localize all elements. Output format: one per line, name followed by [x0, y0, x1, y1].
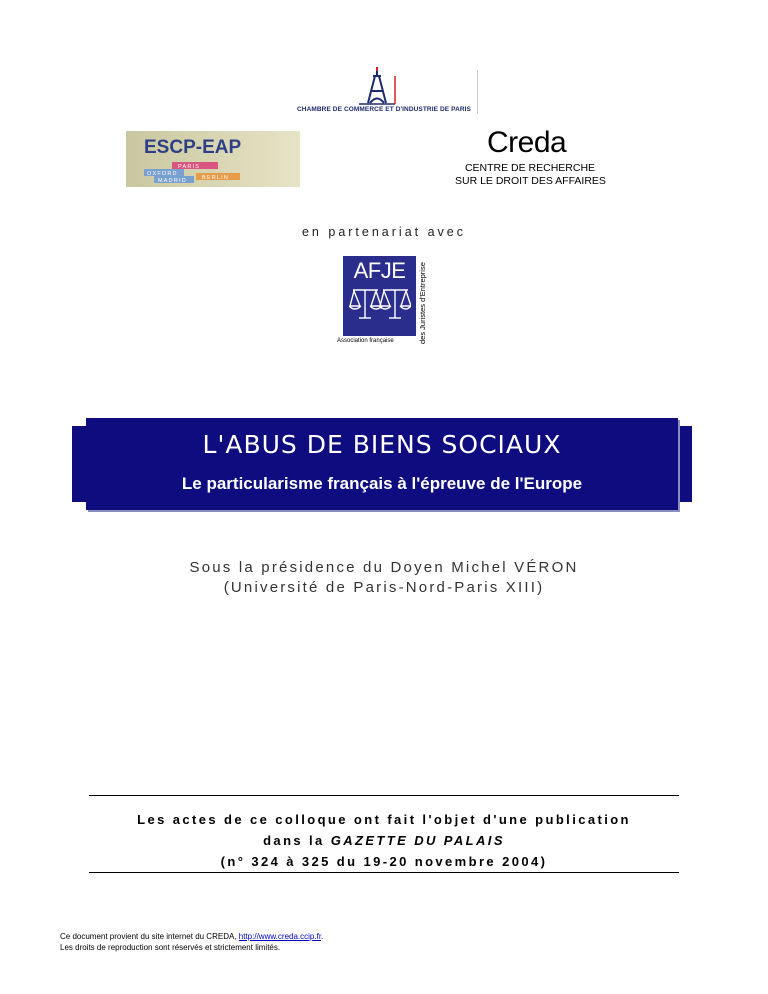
journal-name: GAZETTE DU PALAIS [330, 833, 505, 848]
escp-city-oxford: OXFORD [147, 171, 178, 177]
partnership-label: en partenariat avec [301, 225, 466, 239]
creda-website-link[interactable]: http://www.creda.ccip.fr [238, 932, 322, 941]
publication-line-1: Les actes de ce colloque ont fait l'objet d'une publication [137, 812, 631, 827]
creda-line-2: SUR LE DROIT DES AFFAIRES [455, 175, 606, 187]
page-subtitle: Le particularisme français à l'épreuve de l'Europe [181, 474, 583, 493]
title-band-panel [86, 418, 678, 510]
afje-side-caption [417, 256, 427, 346]
escp-city-paris: PARIS [178, 164, 201, 170]
publication-prefix: dans la [263, 833, 325, 848]
afje-bottom-caption: Association française [337, 338, 394, 344]
title-band-right-tab [676, 426, 692, 502]
page-title: L'ABUS DE BIENS SOCIAUX [202, 430, 562, 459]
presidency-line-1: Sous la présidence du Doyen Michel VÉRON [189, 559, 579, 576]
title-banner [72, 418, 692, 514]
footer-line-2: Les droits de reproduction sont réservés et strictement limités. [60, 943, 281, 952]
publication-notice [0, 809, 768, 872]
publication-line-3: (n° 324 à 325 du 19-20 novembre 2004) [220, 854, 548, 869]
creda-logo [455, 128, 605, 190]
scales-of-justice-icon [349, 288, 411, 330]
afje-logo [337, 256, 427, 348]
presidency-line-2: (Université de Paris-Nord-Paris XIII) [223, 579, 545, 596]
bottom-divider [89, 872, 679, 873]
footer-suffix: . [321, 932, 324, 941]
top-divider [89, 795, 679, 796]
escp-city-berlin: BERLIN [202, 175, 230, 181]
afje-side-text: des Juristes d'Entreprise [418, 262, 427, 344]
escp-eap-logo [126, 131, 300, 187]
ccip-caption: CHAMBRE DE COMMERCE ET D'INDUSTRIE DE PARIS [296, 106, 471, 113]
escp-name: ESCP-EAP [144, 137, 242, 158]
ccip-logo [289, 66, 479, 118]
footer-line-1 [60, 931, 323, 942]
presidency-block [0, 558, 768, 598]
afje-wordmark: AFJE [353, 258, 406, 283]
afje-box [343, 256, 416, 336]
publication-line-2 [0, 830, 768, 851]
creda-line-1: CENTRE DE RECHERCHE [464, 162, 596, 174]
footer-prefix: Ce document provient du site internet du CREDA, [60, 932, 237, 941]
eiffel-tower-icon [355, 66, 399, 106]
escp-city-madrid: MADRID [158, 178, 187, 184]
creda-wordmark: Creda [487, 126, 567, 159]
footer-notice [60, 931, 323, 953]
